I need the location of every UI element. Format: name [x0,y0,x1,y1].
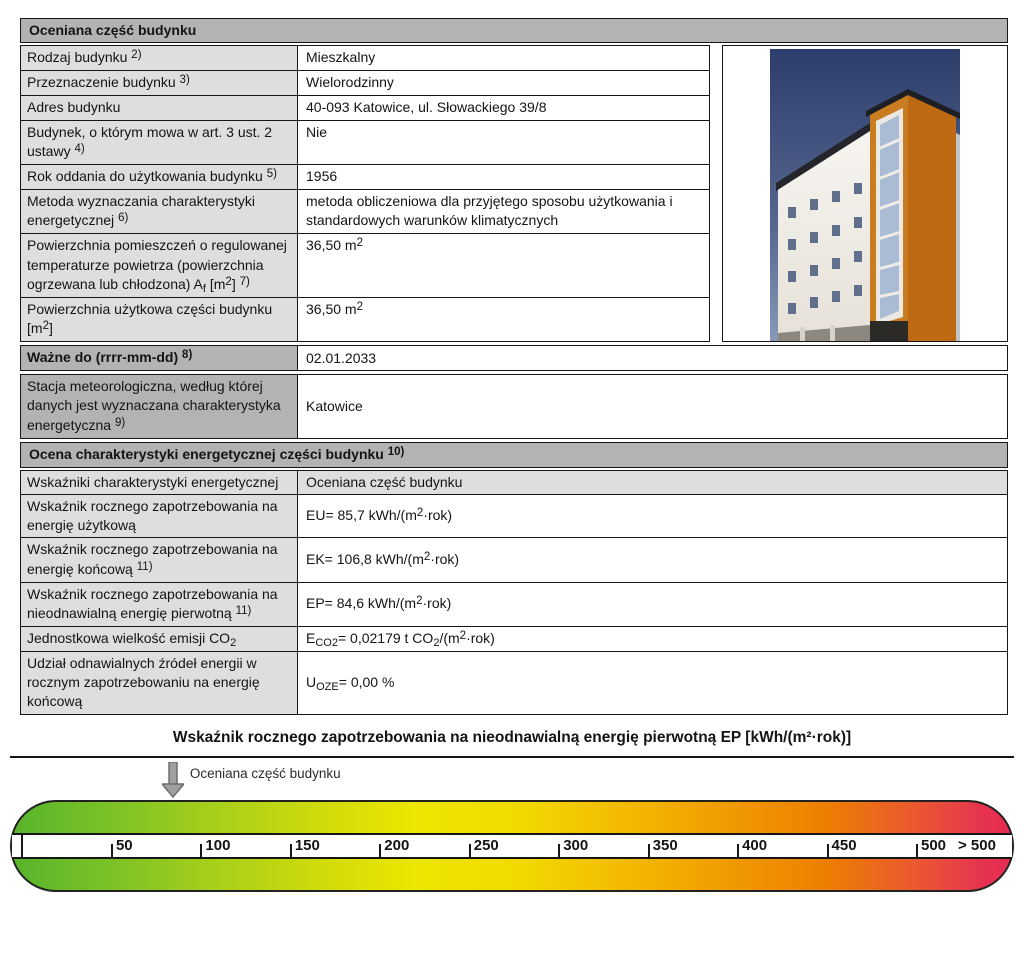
row-value: EK= 106,8 kWh/$(m^2\cdot rok)$ [298,538,1008,582]
scale-tick-label: 100 [205,836,231,854]
building-info-area [20,45,1008,342]
row-value: Katowice [298,375,1008,438]
scale-tick [290,844,292,857]
scale-tick [916,844,918,857]
table-row [21,96,710,120]
row-value: 02.01.2033 [298,346,1008,371]
table-row [21,297,710,341]
ep-scale-title: Wskaźnik rocznego zapotrzebowania na nieodnawialną energię pierwotną EP [kWh/(m²·rok)] [172,728,852,746]
scale-tick-label: 450 [831,836,857,854]
row-label: Ważne do (rrrr-mm-dd) $^{8)}$ [21,346,298,371]
row-value: metoda obliczeniowa dla przyjętego sposobu użytkowania i standardowych warunków klimatycznych [298,189,710,233]
pointer-row [0,758,1024,800]
photo-entrance [870,321,908,341]
scale-tick [737,844,739,857]
scale-tick [827,844,829,857]
table-row [21,120,710,164]
table-row [21,234,710,298]
building-info-table [20,45,710,342]
row-label: Jednostkowa wielkość emisji $CO_2$ [21,626,298,651]
row-label: Budynek, o którym mowa w art. 3 ust. 2 ustawy $^{4)}$ [21,120,298,164]
scale-tick-label: 50 [115,836,133,854]
section-header-evaluated-part: Oceniana część budynku [20,18,1008,43]
table-row [21,346,1008,371]
scale-tick [200,844,202,857]
validity-table [20,345,1008,371]
scale-tick-label: 300 [563,836,589,854]
ep-gradient-bar-wrap [10,800,1014,892]
row-label: Wskaźnik rocznego zapotrzebowania na nieodnawialną energię pierwotną $^{11)}$ [21,582,298,626]
table-row [21,582,1008,626]
scale-tick-label: 400 [742,836,768,854]
row-value: Mieszkalny [298,46,710,71]
table-row [21,626,1008,651]
scale-tick-label: 250 [473,836,499,854]
scale-tick-label: 500 [921,836,947,854]
building-photo [770,49,960,341]
row-label: Wskaźnik rocznego zapotrzebowania na energię użytkową [21,494,298,538]
table-row [21,46,710,71]
photo-tower-right-face [908,93,956,341]
scale-tick [558,844,560,857]
row-value: EU= 85,7 kWh/$(m^2\cdot rok)$ [298,494,1008,538]
section-header-assessment: Ocena charakterystyki energetycznej części budynku $^{10)}$ [20,442,1008,468]
table-row [21,71,710,96]
table-row [21,494,1008,538]
row-label: Powierzchnia użytkowa części budynku $[m^2]$ [21,297,298,341]
building-photo-cell [722,45,1008,342]
scale-tick [648,844,650,857]
row-value: 36,50 $m^2$ [298,234,710,298]
row-label: Przeznaczenie budynku $^{3)}$ [21,71,298,96]
table-row [21,375,1008,438]
table-row [21,189,710,233]
row-value: 1956 [298,164,710,189]
table-row [21,538,1008,582]
row-label: Powierzchnia pomieszczeń o regulowanej temperaturze powietrza (powierzchnia ogrzewana lub chłodzona) $A_f$ $[m^2]$ $^{7)}$ [21,234,298,298]
scale-tick-label: 200 [384,836,410,854]
scale-start-tick [21,835,23,857]
row-value: 36,50 $m^2$ [298,297,710,341]
row-label: Adres budynku [21,96,298,120]
row-value: Oceniana część budynku [298,470,1008,494]
row-value: Nie [298,120,710,164]
ep-scale-band [12,833,1012,859]
scale-tick [379,844,381,857]
scale-tick-label: 150 [294,836,320,854]
row-label: Rodzaj budynku $^{2)}$ [21,46,298,71]
row-label: Wskaźniki charakterystyki energetycznej [21,470,298,494]
assessment-table [20,470,1008,715]
table-row [21,164,710,189]
ep-scale-section [0,727,1024,893]
pointer-label: Oceniana część budynku [189,766,341,782]
row-label: Rok oddania do użytkowania budynku $^{5)}$ [21,164,298,189]
scale-over-label: > 500 [958,836,996,854]
scale-tick [111,844,113,857]
row-value: Wielorodzinny [298,71,710,96]
row-label: Metoda wyznaczania charakterystyki energetycznej $^{6)}$ [21,189,298,233]
scale-tick-label: 350 [652,836,678,854]
scale-tick [469,844,471,857]
row-value: $U_{OZE}= 0,00$ % [298,651,1008,714]
row-label: Udział odnawialnych źródeł energii w rocznym zapotrzebowaniu na energię końcową [21,651,298,714]
row-label: Stacja meteorologiczna, według której danych jest wyznaczana charakterystyka energetyczna $^{9)}$ [21,375,298,438]
table-row [21,651,1008,714]
row-value: $E_{CO2}= 0,02179$ t $CO_2/(m^2\cdot rok)$ [298,626,1008,651]
row-value: 40-093 Katowice, ul. Słowackiego 39/8 [298,96,710,120]
row-value: EP= 84,6 kWh/$(m^2\cdot rok)$ [298,582,1008,626]
row-label: Wskaźnik rocznego zapotrzebowania na energię końcową $^{11)}$ [21,538,298,582]
table-row [21,470,1008,494]
weather-station-table [20,374,1008,438]
pointer-arrow-icon [162,762,184,798]
